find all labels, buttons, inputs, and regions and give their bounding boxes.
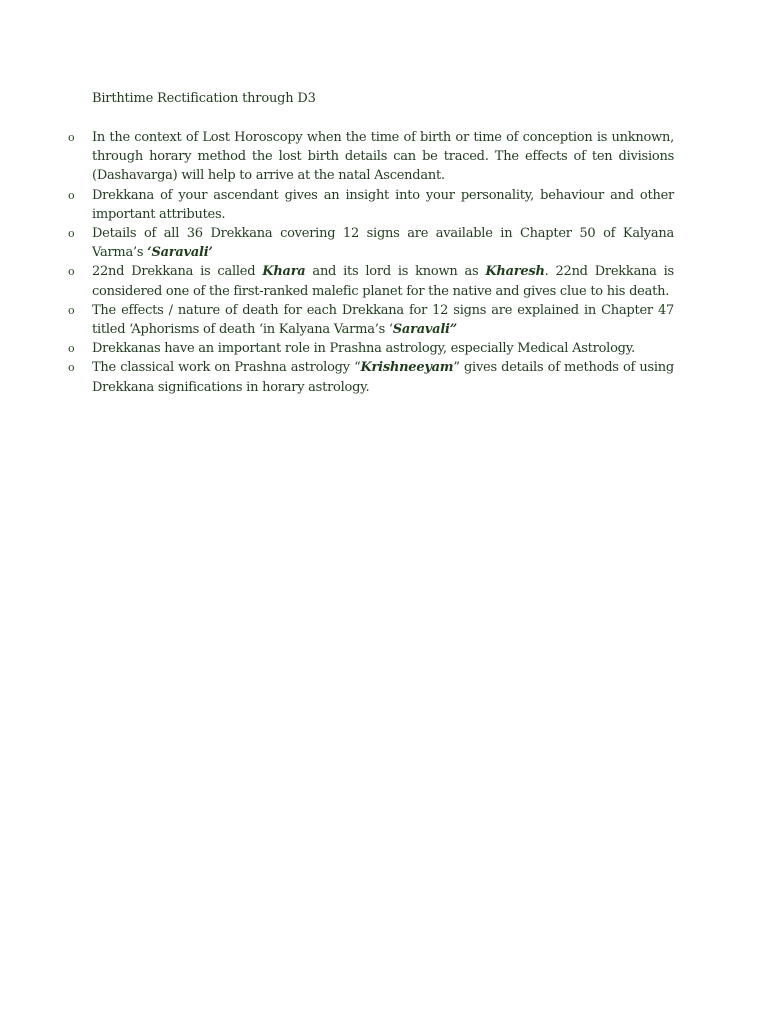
body-text: 22nd Drekkana is called [92, 264, 263, 280]
list-item [0, 128, 674, 186]
emphasized-text: Kharesh [485, 264, 545, 280]
body-text: . 22nd Drekkana is considered one of the first-ranked malefic planet for the native and gives clue to his death. [92, 264, 674, 299]
bullet-marker: o [68, 342, 75, 356]
body-text: ” gives details of methods of using Drekkana significations in horary astrology. [92, 360, 674, 395]
bullet-marker: o [68, 188, 75, 202]
emphasized-text: Saravali” [392, 322, 457, 338]
bullet-list [0, 128, 768, 397]
body-text: Details of all 36 Drekkana covering 12 signs are available in Chapter 50 of Kalyana Varma’s [92, 226, 674, 261]
emphasized-text: Khara [262, 264, 306, 280]
list-item [0, 301, 674, 339]
emphasized-text: Krishneeyam [360, 360, 454, 376]
list-item [0, 262, 674, 300]
bullet-marker: o [68, 361, 75, 375]
emphasized-text: ‘Saravali’ [147, 245, 213, 261]
list-item [0, 339, 674, 358]
body-text: The effects / nature of death for each Drekkana for 12 signs are explained in Chapter 47 titled ‘Aphorisms of death ‘in Kalyana Varma’s ‘ [92, 302, 674, 338]
body-text: Drekkanas have an important role in Prashna astrology, especially Medical Astrology. [92, 341, 635, 357]
body-text: Drekkana of your ascendant gives an insight into your personality, behaviour and other important attributes. [92, 187, 674, 222]
document-title: Birthtime Rectification through D3 [92, 91, 316, 106]
bullet-marker: o [68, 303, 75, 317]
body-text: The classical work on Prashna astrology “ [92, 360, 361, 376]
list-item [0, 224, 674, 262]
bullet-marker: o [68, 227, 75, 241]
list-item [0, 358, 674, 396]
bullet-marker: o [68, 265, 75, 279]
body-text: In the context of Lost Horoscopy when the time of birth or time of conception is unknown, through horary method the lost birth details can be traced. The effects of ten divisions (Dashavarga) will help to arrive at the natal Ascendant. [92, 130, 674, 184]
list-item [0, 186, 674, 224]
bullet-marker: o [68, 131, 75, 144]
body-text: and its lord is known as [305, 264, 486, 280]
